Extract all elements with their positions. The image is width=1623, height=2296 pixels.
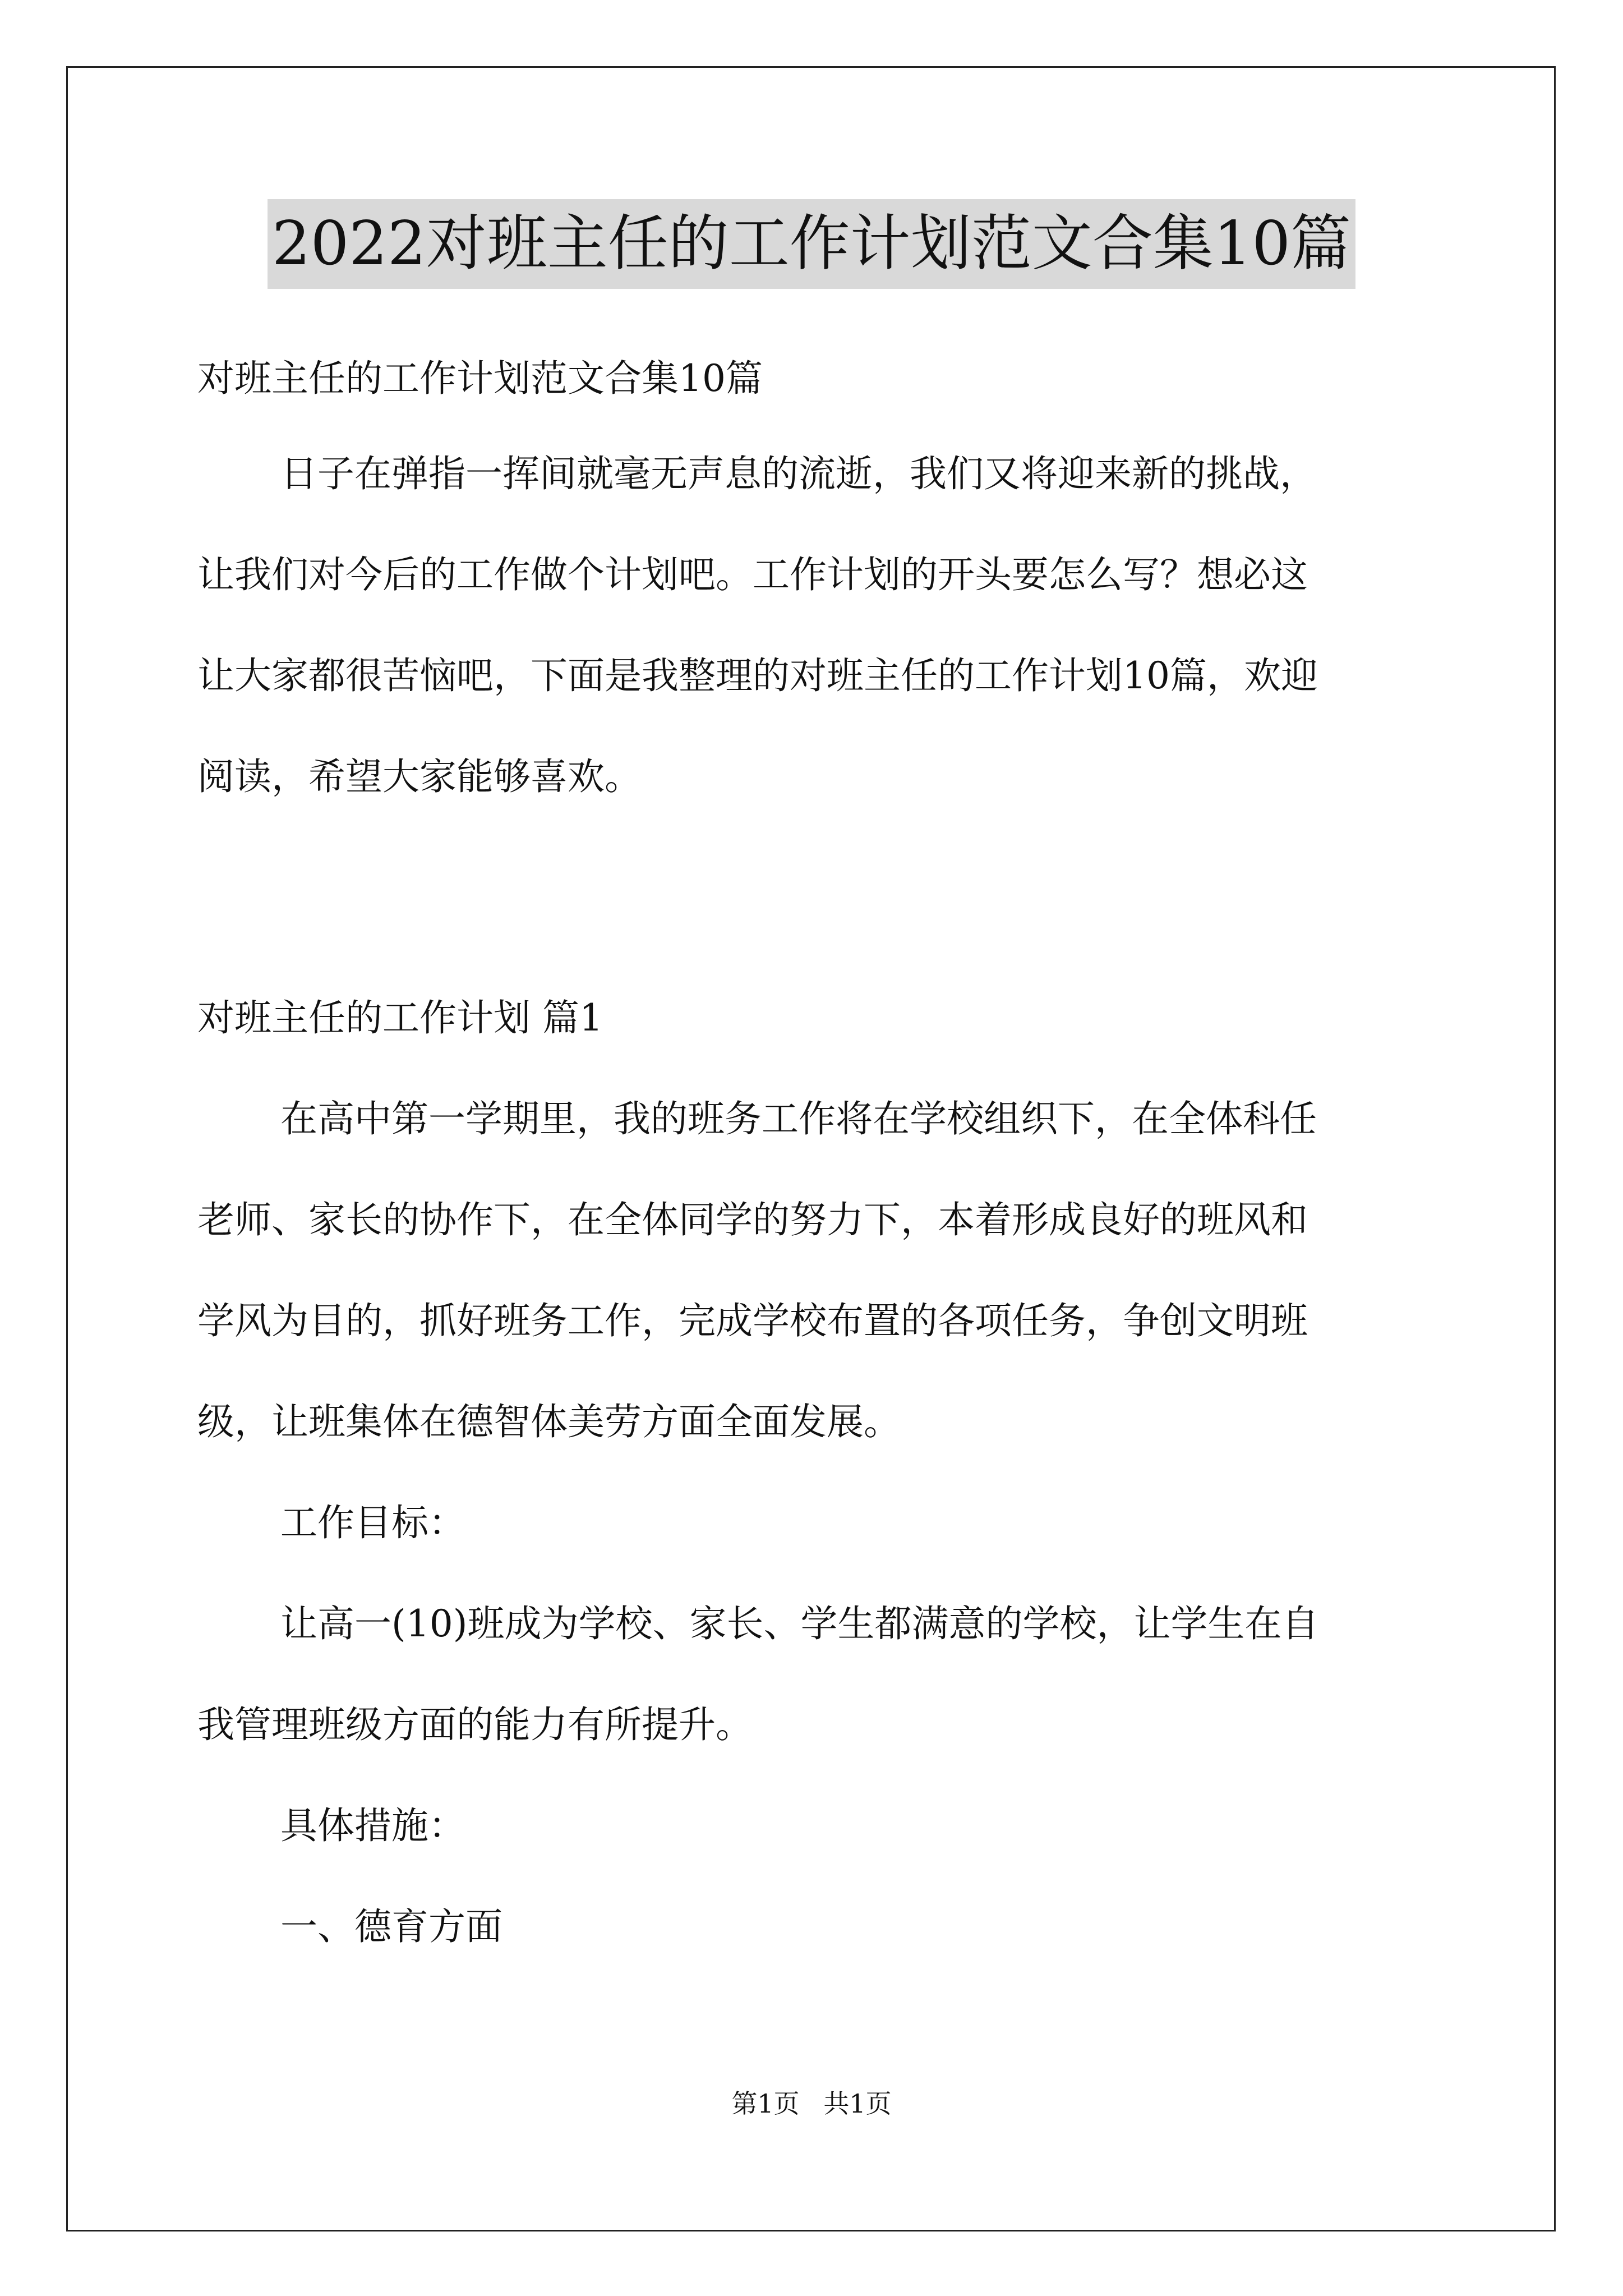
document-title: 2022对班主任的工作计划范文合集10篇	[268, 199, 1355, 289]
intro-line-2: 让我们对今后的工作做个计划吧。工作计划的开头要怎么写？想必这	[197, 553, 1308, 596]
document-subtitle: 对班主任的工作计划范文合集10篇	[197, 357, 763, 400]
section-1-line-3: 学风为目的，抓好班务工作，完成学校布置的各项任务，争创文明班	[197, 1299, 1308, 1342]
measure-1-heading: 一、德育方面	[280, 1905, 502, 1948]
section-1-line-1: 在高中第一学期里，我的班务工作将在学校组织下，在全体科任	[280, 1097, 1317, 1140]
measures-label: 具体措施：	[280, 1804, 465, 1847]
title-container	[0, 199, 1623, 289]
page-number-current: 第1页	[731, 2088, 800, 2119]
section-1-line-2: 老师、家长的协作下，在全体同学的努力下，本着形成良好的班风和	[197, 1198, 1308, 1241]
page-footer	[0, 2087, 1623, 2120]
goal-label: 工作目标：	[280, 1501, 465, 1544]
page-number-total: 共1页	[823, 2088, 892, 2119]
intro-line-4: 阅读，希望大家能够喜欢。	[197, 755, 642, 798]
intro-line-3: 让大家都很苦恼吧，下面是我整理的对班主任的工作计划10篇，欢迎	[197, 654, 1318, 697]
goal-line-1: 让高一(10)班成为学校、家长、学生都满意的学校，让学生在自	[280, 1602, 1319, 1645]
intro-line-1: 日子在弹指一挥间就毫无声息的流逝，我们又将迎来新的挑战，	[280, 452, 1317, 495]
goal-line-2: 我管理班级方面的能力有所提升。	[197, 1703, 753, 1746]
section-1-heading: 对班主任的工作计划 篇1	[197, 996, 603, 1039]
section-1-line-4: 级，让班集体在德智体美劳方面全面发展。	[197, 1400, 901, 1443]
